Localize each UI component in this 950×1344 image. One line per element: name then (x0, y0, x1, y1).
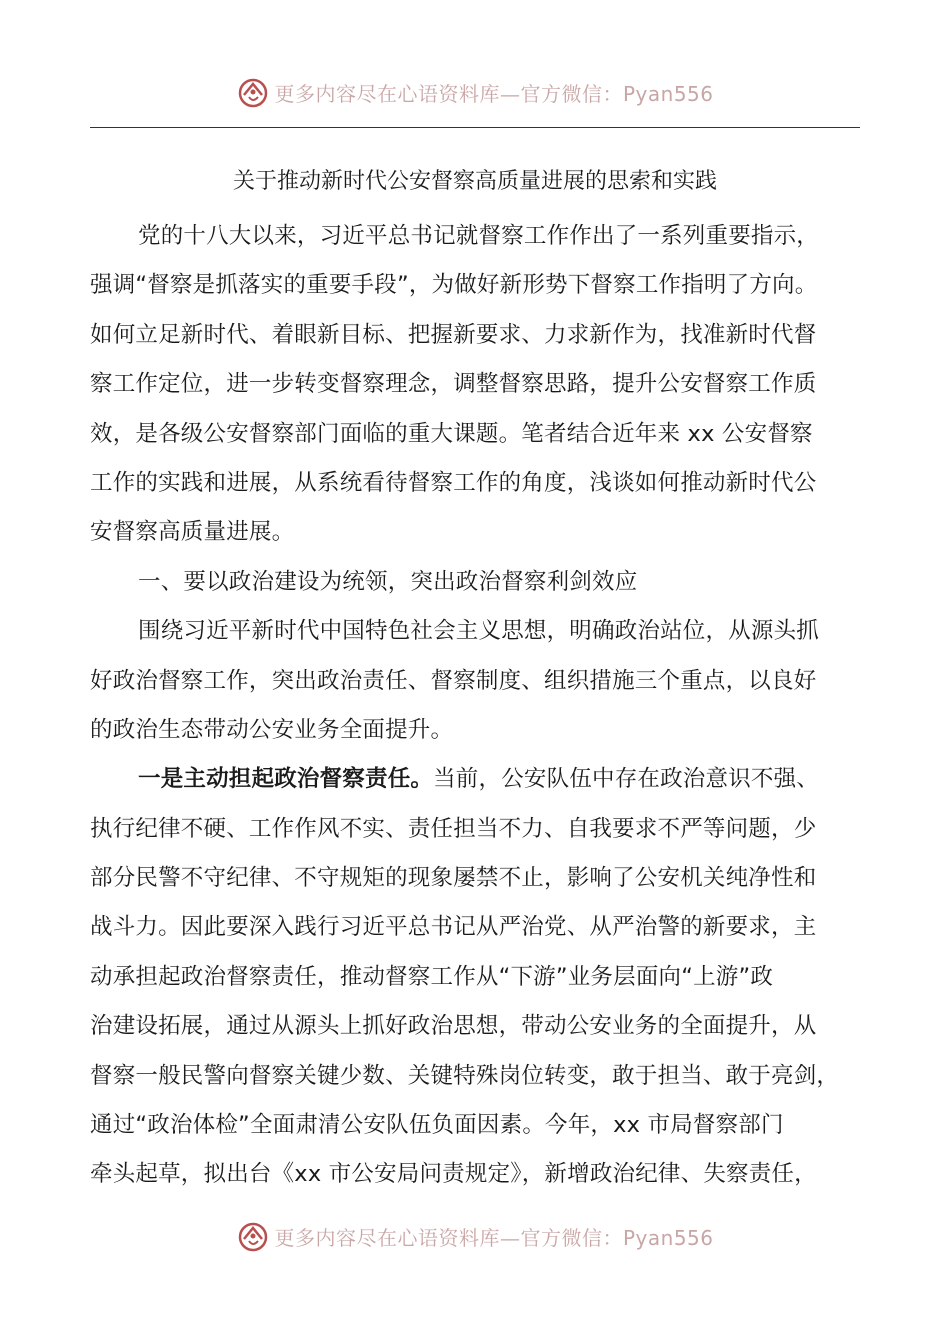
logo-icon (236, 75, 270, 109)
banner-text (274, 1222, 713, 1251)
banner-wechat-id: Pyan556 (622, 1225, 714, 1250)
body-line: 安督察高质量进展。 (90, 519, 295, 546)
body-line: 强调“督察是抓落实的重要手段”，为做好新形势下督察工作指明了方向。 (90, 272, 818, 299)
section-heading: 一、要以政治建设为统领，突出政治督察利剑效应 (138, 568, 638, 595)
body-text-span: 当前，公安队伍中存在政治意识不强、 (433, 766, 820, 793)
body-line: 好政治督察工作，突出政治责任、督察制度、组织措施三个重点，以良好 (90, 667, 817, 694)
banner-slogan: 更多内容尽在心语资料库—官方微信： (274, 81, 623, 106)
banner-text (274, 78, 713, 107)
body-line: 战斗力。因此要深入践行习近平总书记从严治党、从严治警的新要求，主 (90, 914, 817, 941)
body-line: 效，是各级公安督察部门面临的重大课题。笔者结合近年来 xx 公安督察 (90, 420, 813, 447)
point-heading: 一是主动担起政治督察责任。 (138, 766, 434, 793)
body-line: 党的十八大以来，习近平总书记就督察工作作出了一系列重要指示， (138, 223, 820, 249)
body-line: 如何立足新时代、着眼新目标、把握新要求、力求新作为，找准新时代督 (90, 321, 817, 348)
body-line: 围绕习近平新时代中国特色社会主义思想，明确政治站位，从源头抓 (138, 618, 820, 645)
body-line: 的政治生态带动公安业务全面提升。 (90, 716, 454, 743)
document-body (90, 212, 865, 1200)
header-watermark-banner (0, 72, 950, 112)
document-title: 关于推动新时代公安督察高质量进展的思索和实践 (232, 169, 717, 194)
banner-slogan: 更多内容尽在心语资料库—官方微信： (274, 1225, 623, 1250)
footer-watermark-banner (0, 1216, 950, 1256)
header-divider (90, 127, 860, 128)
body-line: 工作的实践和进展，从系统看待督察工作的角度，浅谈如何推动新时代公 (90, 469, 817, 496)
body-line: 部分民警不守纪律、不守规矩的现象屡禁不止，影响了公安机关纯净性和 (90, 865, 817, 892)
body-line (90, 755, 865, 804)
body-line: 督察一般民警向督察关键少数、关键特殊岗位转变，敢于担当、敢于亮剑， (90, 1062, 840, 1089)
body-line: 治建设拓展，通过从源头上抓好政治思想，带动公安业务的全面提升，从 (90, 1013, 817, 1040)
body-line: 执行纪律不硬、工作作风不实、责任担当不力、自我要求不严等问题，少 (90, 815, 817, 842)
body-line: 通过“政治体检”全面肃清公安队伍负面因素。今年，xx 市局督察部门 (90, 1112, 784, 1139)
body-line: 牵头起草，拟出台《xx 市公安局问责规定》，新增政治纪律、失察责任， (90, 1161, 817, 1188)
banner-wechat-id: Pyan556 (622, 81, 714, 106)
logo-icon (236, 1219, 270, 1253)
body-line: 察工作定位，进一步转变督察理念，调整督察思路，提升公安督察工作质 (90, 371, 817, 398)
body-line: 动承担起政治督察责任，推动督察工作从“下游”业务层面向“上游”政 (90, 963, 774, 990)
